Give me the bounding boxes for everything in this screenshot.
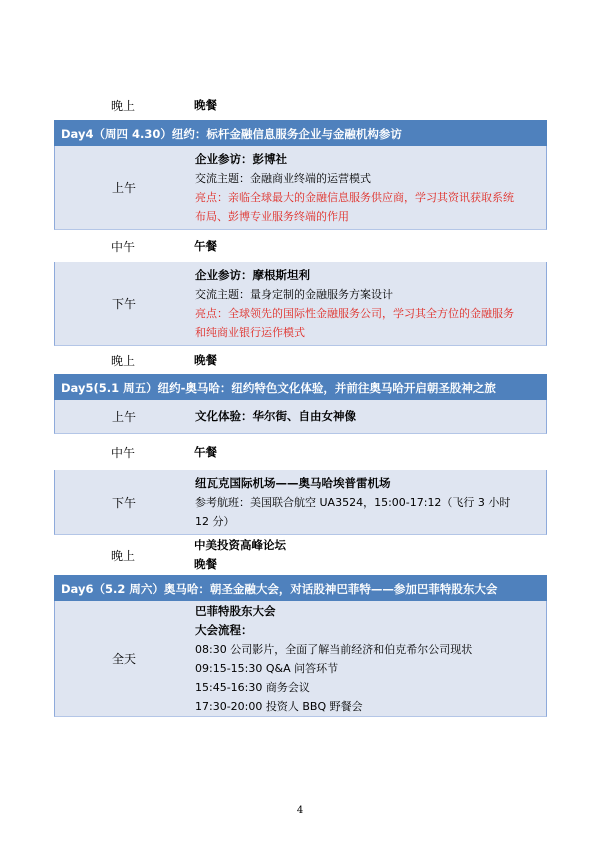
- activity-text: 交流主题：金融商业终端的运营模式: [195, 171, 371, 185]
- activity-details: [193, 400, 546, 433]
- activity-title: 文化体验：华尔街、自由女神像: [195, 409, 356, 423]
- activity-title: 巴菲特股东大会: [195, 603, 276, 618]
- page-number: 4: [296, 805, 304, 816]
- day-header: Day5(5.1 周五）纽约-奥马哈：纽约特色文化体验，并前往奥马哈开启朝圣股神之旅: [54, 374, 547, 400]
- activity-text: 15:45-16:30 商务会议: [195, 680, 310, 694]
- schedule-row: [54, 146, 547, 230]
- activity-text: 参考航班：美国联合航空 UA3524，15:00-17:12（飞行 3 小时: [195, 495, 511, 509]
- activity-details: [193, 601, 546, 716]
- highlight-text: 亮点：亲临全球最大的金融信息服务供应商，学习其资讯获取系统: [195, 190, 514, 204]
- activity-details: [192, 434, 547, 470]
- schedule-row: [54, 470, 547, 535]
- activity-title: 午餐: [194, 238, 217, 253]
- schedule-row: [54, 262, 547, 346]
- schedule-row: [54, 346, 547, 374]
- activity-text: 08:30 公司影片，全面了解当前经济和伯克希尔公司现状: [195, 642, 473, 656]
- time-slot-label: 下午: [111, 495, 136, 510]
- activity-details: [193, 146, 546, 229]
- activity-title: 中美投资高峰论坛: [194, 538, 286, 552]
- schedule-row: [54, 90, 547, 120]
- activity-title: 企业参访：彭博社: [195, 151, 287, 166]
- activity-text: 17:30-20:00 投资人 BBQ 野餐会: [195, 699, 363, 713]
- time-slot-label: 晚上: [110, 353, 135, 368]
- time-slot-label: 晚上: [110, 98, 135, 113]
- time-slot-label: 下午: [111, 297, 136, 311]
- activity-details: [192, 90, 547, 120]
- activity-details: [193, 470, 546, 534]
- time-slot-label: 中午: [110, 445, 135, 460]
- activity-title: 午餐: [194, 444, 217, 459]
- day-header: Day6（5.2 周六）奥马哈：朝圣金融大会，对话股神巴菲特——参加巴菲特股东大会: [54, 575, 547, 601]
- time-slot-label: 上午: [111, 410, 136, 424]
- activity-title: 晚餐: [194, 97, 217, 112]
- schedule-row: [54, 400, 547, 434]
- activity-title: 晚餐: [194, 352, 217, 367]
- activity-title: 大会流程：: [195, 622, 253, 637]
- schedule-row: [54, 601, 547, 717]
- itinerary-table: [54, 90, 547, 717]
- time-slot-label: 全天: [111, 652, 136, 666]
- time-slot-label: 中午: [110, 239, 135, 254]
- schedule-row: [54, 230, 547, 262]
- activity-text: 12 分）: [195, 514, 235, 528]
- activity-title: 晚餐: [194, 557, 217, 571]
- activity-details: [192, 346, 547, 374]
- activity-details: [192, 230, 547, 262]
- highlight-text: 亮点：全球领先的国际性金融服务公司，学习其全方位的金融服务: [195, 306, 514, 320]
- time-slot-label: 晚上: [110, 548, 135, 563]
- schedule-row: [54, 535, 547, 575]
- highlight-text: 和纯商业银行运作模式: [195, 325, 305, 339]
- activity-details: [192, 535, 547, 575]
- schedule-row: [54, 434, 547, 470]
- activity-title: 企业参访：摩根斯坦利: [195, 267, 310, 282]
- activity-text: 交流主题：量身定制的金融服务方案设计: [195, 287, 393, 301]
- activity-details: [193, 262, 546, 345]
- highlight-text: 布局、彭博专业服务终端的作用: [195, 209, 349, 223]
- day-header: Day4（周四 4.30）纽约：标杆金融信息服务企业与金融机构参访: [54, 120, 547, 146]
- activity-text: 09:15-15:30 Q&A 问答环节: [195, 661, 339, 675]
- activity-title: 纽瓦克国际机场——奥马哈埃普雷机场: [195, 475, 391, 490]
- time-slot-label: 上午: [111, 181, 136, 195]
